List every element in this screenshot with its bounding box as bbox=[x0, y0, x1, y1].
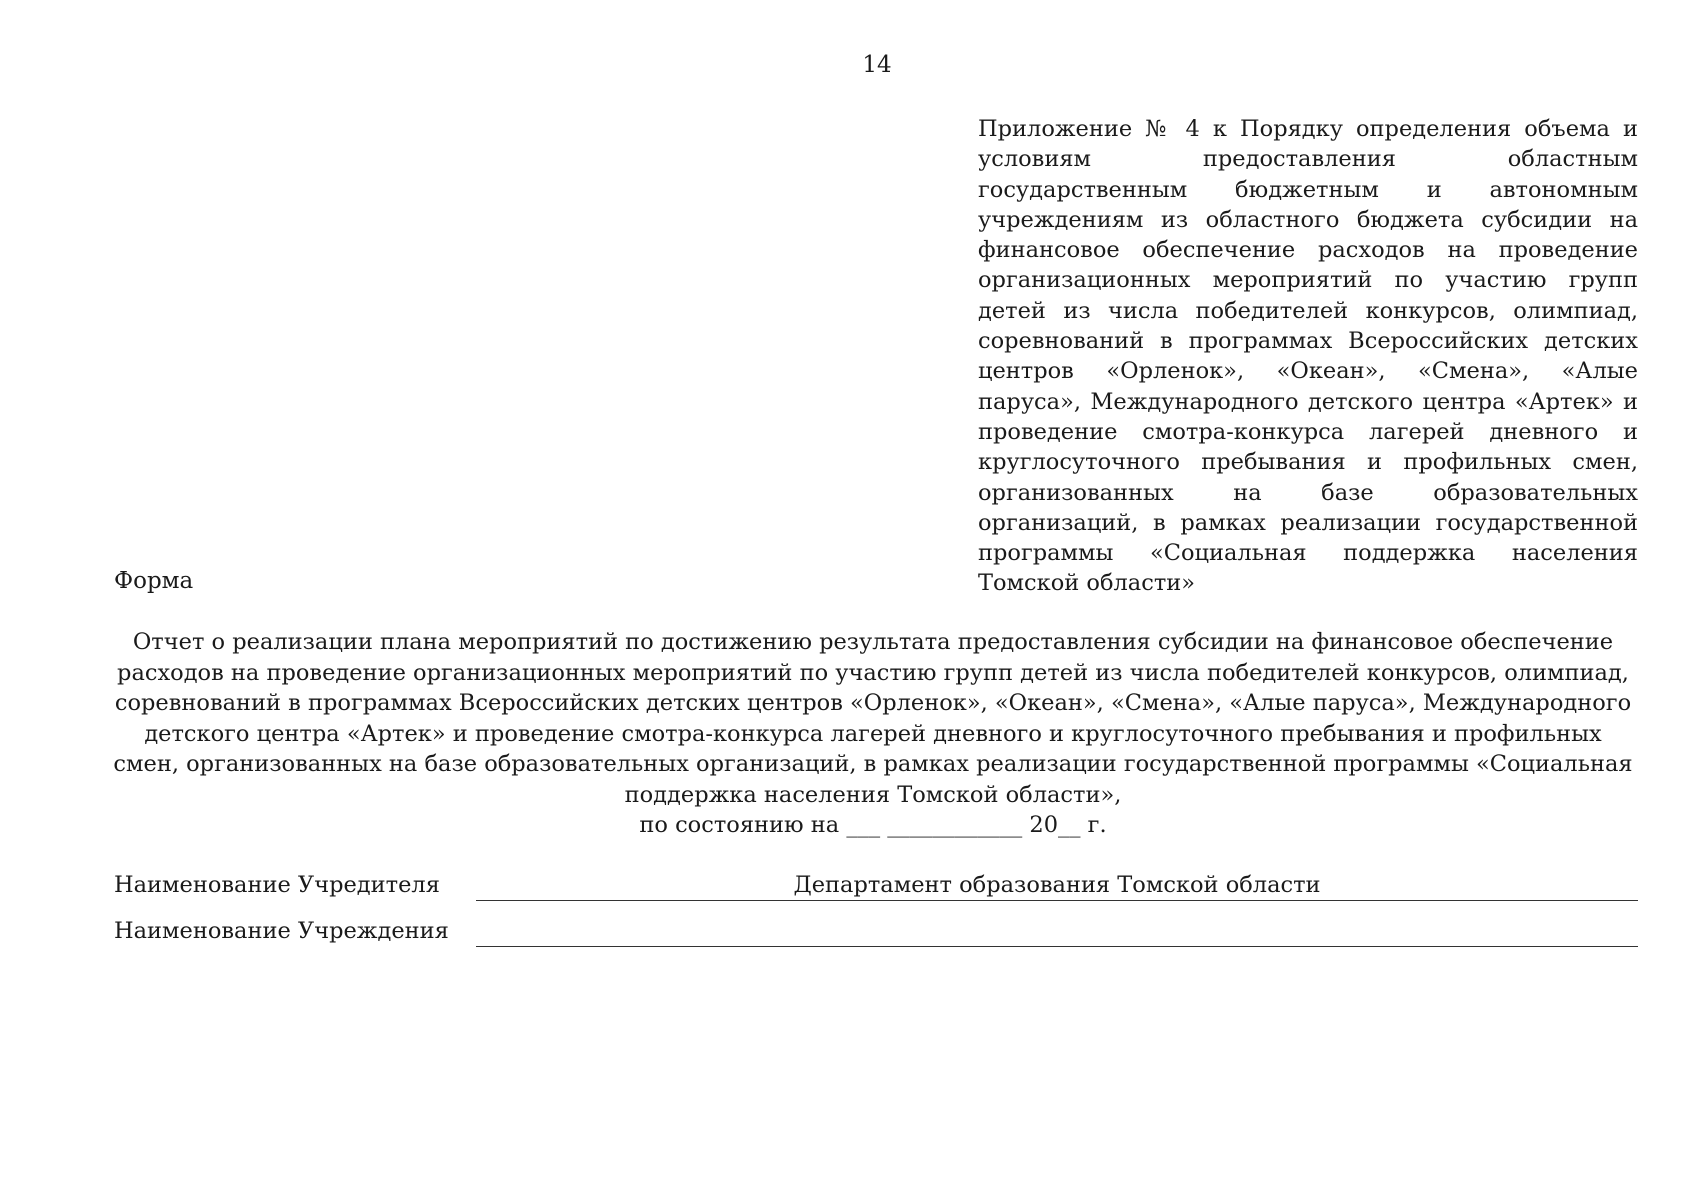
institution-value bbox=[476, 916, 1638, 947]
founder-label: Наименование Учредителя bbox=[114, 872, 440, 898]
page-number: 14 bbox=[862, 52, 892, 78]
institution-field-row bbox=[114, 916, 1638, 950]
form-label: Форма bbox=[114, 568, 194, 594]
founder-field-row bbox=[114, 870, 1638, 904]
report-title: Отчет о реализации плана мероприятий по достижению результата предоставления субсидии на финансовое обеспечение расходов на проведение организационных мероприятий по участию групп детей из числа победителей конкурсов, олимпиад, соревнований в программах Всероссийских детских центров «Орленок», «Океан», «Смена», «Алые паруса», Международного детского центра «Артек» и проведение смотра-конкурса лагерей дневного и круглосуточного пребывания и профильных смен, организованных на базе образовательных организаций, в рамках реализации государственной программы «Социальная поддержка населения Томской области», bbox=[113, 629, 1633, 808]
institution-label: Наименование Учреждения bbox=[114, 918, 449, 944]
founder-value: Департамент образования Томской области bbox=[476, 870, 1638, 901]
appendix-reference-text: Приложение № 4 к Порядку определения объема и условиям предоставления областным государственным бюджетным и автономным учреждениям из областного бюджета субсидии на финансовое обеспечение расходов на проведение организационных мероприятий по участию групп детей из числа победителей конкурсов, олимпиад, соревнований в программах Всероссийских детских центров «Орленок», «Океан», «Смена», «Алые паруса», Международного детского центра «Артек» и проведение смотра-конкурса лагерей дневного и круглосуточного пребывания и профильных смен, организованных на базе образовательных организаций, в рамках реализации государственной программы «Социальная поддержка населения Томской области» bbox=[978, 116, 1638, 597]
report-date-line: по состоянию на ___ ____________ 20__ г. bbox=[639, 812, 1107, 838]
